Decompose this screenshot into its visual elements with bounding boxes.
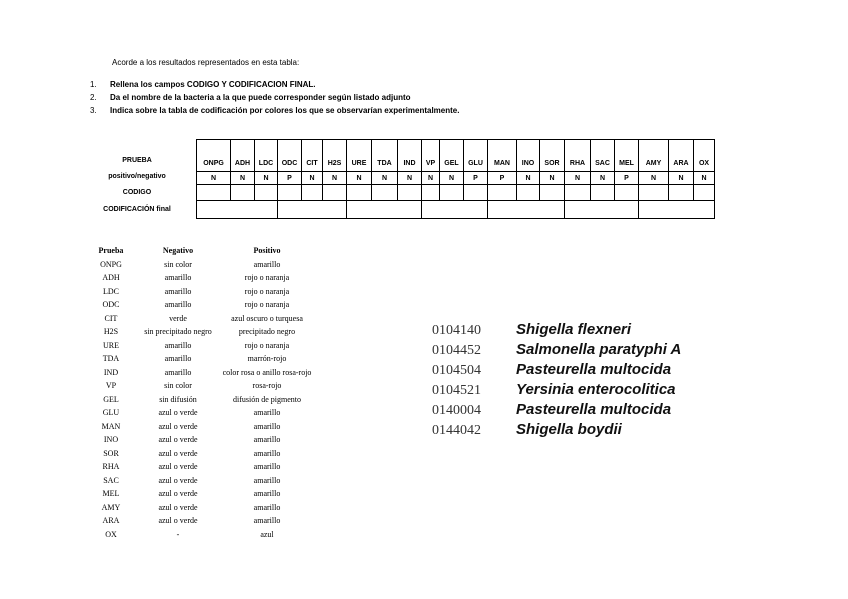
codigo-cell[interactable]: [278, 185, 302, 201]
intro-text: Acorde a los resultados representados en esta tabla:: [112, 58, 300, 67]
test-result-cell: N: [517, 172, 540, 185]
codificacion-final-cell[interactable]: [278, 201, 347, 219]
bacteria-code: 0104504: [432, 363, 481, 378]
reference-negative: sin difusión: [159, 394, 197, 404]
test-result-cell: N: [323, 172, 347, 185]
bacteria-name: Salmonella paratyphi A: [516, 341, 682, 358]
reference-positive: rojo o naranja: [244, 286, 290, 296]
codigo-cell[interactable]: [669, 185, 694, 201]
codigo-cell[interactable]: [565, 185, 591, 201]
reference-positive: precipitado negro: [238, 327, 296, 336]
test-name-cell: SOR: [540, 140, 565, 172]
row-label-prueba: PRUEBA: [122, 157, 152, 164]
reference-positive: rojo o naranja: [244, 300, 290, 309]
test-result-cell: N: [347, 172, 372, 185]
test-name-cell: ODC: [278, 140, 302, 172]
test-name-cell: CIT: [302, 140, 323, 172]
reference-positive: amarillo: [253, 435, 281, 444]
codificacion-final-cell[interactable]: [639, 201, 715, 219]
test-name-cell: MEL: [615, 140, 639, 172]
test-name-cell: AMY: [639, 140, 669, 172]
codificacion-final-cell[interactable]: [422, 201, 488, 219]
codigo-cell[interactable]: [694, 185, 715, 201]
reference-positive: rojo o naranja: [244, 273, 290, 282]
reference-positive: color rosa o anillo rosa-rojo: [222, 367, 312, 377]
reference-positive: amarillo: [253, 475, 281, 485]
reference-negative: azul o verde: [158, 516, 198, 525]
test-name-cell: IND: [398, 140, 422, 172]
bacteria-item: [432, 340, 681, 360]
codificacion-final-row: [197, 201, 715, 219]
reference-test: IND: [103, 367, 119, 377]
codificacion-final-cell[interactable]: [347, 201, 422, 219]
test-name-cell: RHA: [565, 140, 591, 172]
test-name-cell: LDC: [255, 140, 278, 172]
test-result-cell: N: [398, 172, 422, 185]
reference-test: H2S: [103, 327, 119, 336]
reference-test: INO: [103, 435, 119, 444]
test-name-cell: VP: [422, 140, 440, 172]
bacteria-code: 0104521: [432, 383, 481, 398]
reference-negative: amarillo: [164, 340, 192, 350]
reference-positive: rojo o naranja: [244, 340, 290, 350]
codigo-cell[interactable]: [398, 185, 422, 201]
reference-test: TDA: [102, 354, 120, 363]
codigo-cell[interactable]: [422, 185, 440, 201]
reference-test: GEL: [103, 394, 119, 404]
bacteria-code: 0104140: [432, 323, 481, 338]
reference-negative: amarillo: [164, 300, 192, 309]
header-positivo: Positivo: [253, 246, 281, 255]
test-result-cell: P: [464, 172, 488, 185]
test-name-cell: URE: [347, 140, 372, 172]
reference-test: CIT: [104, 313, 118, 323]
codigo-cell[interactable]: [347, 185, 372, 201]
reference-test: ODC: [102, 300, 120, 309]
reference-negative: azul o verde: [158, 421, 198, 431]
reference-test: LDC: [103, 286, 119, 296]
test-name-cell: OX: [694, 140, 715, 172]
codigo-cell[interactable]: [488, 185, 517, 201]
test-header-row: [197, 140, 715, 172]
test-name-cell: MAN: [488, 140, 517, 172]
test-result-cell: N: [591, 172, 615, 185]
bacteria-item: [432, 380, 681, 400]
reference-negative: amarillo: [164, 367, 192, 377]
codificacion-final-cell[interactable]: [197, 201, 278, 219]
test-result-cell: P: [488, 172, 517, 185]
instruction-2: [90, 93, 411, 102]
codigo-cell[interactable]: [440, 185, 464, 201]
reference-negative: amarillo: [164, 354, 192, 363]
reference-negative: amarillo: [164, 273, 192, 282]
instruction-text: Indica sobre la tabla de codificación por colores los que se observarían experimentalmente.: [110, 106, 460, 115]
reference-test: SOR: [103, 448, 119, 458]
reference-positive: azul: [260, 529, 274, 539]
reference-positive: amarillo: [253, 259, 281, 269]
reference-test: VP: [105, 381, 117, 390]
codigo-cell[interactable]: [639, 185, 669, 201]
codigo-cell[interactable]: [372, 185, 398, 201]
bacteria-item: [432, 320, 681, 340]
test-result-cell: N: [694, 172, 715, 185]
reference-positive: amarillo: [253, 462, 281, 471]
test-name-cell: SAC: [591, 140, 615, 172]
reference-negative: -: [176, 529, 180, 539]
codigo-cell[interactable]: [540, 185, 565, 201]
reference-positive: amarillo: [253, 489, 281, 498]
codificacion-final-cell[interactable]: [488, 201, 565, 219]
reference-test: ARA: [102, 516, 120, 525]
codigo-cell[interactable]: [517, 185, 540, 201]
test-result-cell: N: [540, 172, 565, 185]
reference-positive: amarillo: [253, 421, 281, 431]
reference-positive: azul oscuro o turquesa: [231, 313, 303, 323]
reference-test: URE: [103, 340, 119, 350]
test-name-cell: ADH: [231, 140, 255, 172]
reference-positive: amarillo: [253, 516, 281, 525]
reference-positive: amarillo: [253, 448, 281, 458]
reference-positive: amarillo: [253, 408, 281, 417]
reference-test: SAC: [103, 475, 119, 485]
bacteria-item: [432, 360, 681, 380]
bacteria-name: Pasteurella multocida: [516, 361, 672, 378]
codigo-cell[interactable]: [231, 185, 255, 201]
reference-test: OX: [105, 529, 117, 539]
row-label-codigo: CODIGO: [122, 189, 152, 196]
reference-positive: difusión de pigmento: [233, 394, 301, 404]
bacteria-name: Pasteurella multocida: [516, 401, 672, 418]
reference-negative: azul o verde: [158, 502, 198, 512]
reference-test: MEL: [102, 489, 120, 498]
reference-test: GLU: [102, 408, 120, 417]
codigo-cell[interactable]: [323, 185, 347, 201]
result-row: [197, 172, 715, 185]
test-result-cell: N: [422, 172, 440, 185]
reference-negative: sin color: [164, 381, 192, 390]
codigo-cell[interactable]: [464, 185, 488, 201]
bacteria-code: 0104452: [432, 343, 481, 358]
instruction-number: 1.: [90, 80, 97, 89]
reference-negative: azul o verde: [158, 435, 198, 444]
codificacion-final-cell[interactable]: [565, 201, 639, 219]
reference-negative: azul o verde: [158, 462, 198, 471]
bacteria-list: [432, 320, 681, 440]
test-name-cell: ONPG: [197, 140, 231, 172]
reference-negative: amarillo: [164, 286, 192, 296]
row-label-codfin: CODIFICACIÓN final: [103, 206, 171, 213]
header-prueba: Prueba: [98, 246, 124, 255]
codigo-cell[interactable]: [615, 185, 639, 201]
test-result-cell: N: [639, 172, 669, 185]
reference-negative: sin precipitado negro: [144, 327, 212, 336]
instruction-number: 3.: [90, 106, 97, 115]
test-result-cell: P: [615, 172, 639, 185]
test-result-cell: N: [565, 172, 591, 185]
codigo-cell[interactable]: [197, 185, 231, 201]
bacteria-item: [432, 400, 681, 420]
test-result-cell: N: [440, 172, 464, 185]
coding-table: [196, 139, 715, 219]
reference-negative: sin color: [164, 259, 192, 269]
codigo-cell[interactable]: [302, 185, 323, 201]
test-result-cell: N: [372, 172, 398, 185]
test-result-cell: N: [197, 172, 231, 185]
reference-test: AMY: [101, 502, 121, 512]
bacteria-name: Shigella boydii: [516, 421, 622, 438]
test-name-cell: GLU: [464, 140, 488, 172]
bacteria-code: 0144042: [432, 423, 481, 438]
reference-positive: amarillo: [253, 502, 281, 512]
bacteria-item: [432, 420, 681, 440]
test-name-cell: INO: [517, 140, 540, 172]
instruction-1: [90, 80, 316, 89]
test-name-cell: ARA: [669, 140, 694, 172]
test-name-cell: TDA: [372, 140, 398, 172]
bacteria-code: 0140004: [432, 403, 481, 418]
header-negativo: Negativo: [162, 246, 194, 255]
test-name-cell: GEL: [440, 140, 464, 172]
instruction-3: [90, 106, 459, 115]
test-result-cell: N: [255, 172, 278, 185]
codigo-cell[interactable]: [255, 185, 278, 201]
reference-negative: verde: [169, 313, 187, 323]
reference-negative: azul o verde: [158, 475, 198, 485]
test-result-cell: N: [302, 172, 323, 185]
instruction-text: Da el nombre de la bacteria a la que puede corresponder según listado adjunto: [110, 93, 411, 102]
bacteria-name: Shigella flexneri: [516, 321, 632, 338]
reference-test: MAN: [101, 421, 121, 431]
test-result-cell: N: [231, 172, 255, 185]
reference-negative: azul o verde: [158, 489, 198, 498]
test-name-cell: H2S: [323, 140, 347, 172]
reference-negative: azul o verde: [158, 408, 198, 417]
instruction-number: 2.: [90, 93, 97, 102]
row-label-posneg: positivo/negativo: [108, 173, 166, 180]
instruction-text: Rellena los campos CODIGO Y CODIFICACION FINAL.: [110, 80, 316, 89]
reference-test: ONPG: [100, 259, 122, 269]
reference-positive: rosa-rojo: [252, 381, 282, 390]
test-result-cell: P: [278, 172, 302, 185]
reference-positive: marrón-rojo: [247, 354, 287, 363]
codigo-cell[interactable]: [591, 185, 615, 201]
reference-negative: azul o verde: [158, 448, 198, 458]
test-result-cell: N: [669, 172, 694, 185]
codigo-row: [197, 185, 715, 201]
reference-test: RHA: [102, 462, 120, 471]
bacteria-name: Yersinia enterocolitica: [516, 381, 676, 398]
reference-test: ADH: [102, 273, 120, 282]
